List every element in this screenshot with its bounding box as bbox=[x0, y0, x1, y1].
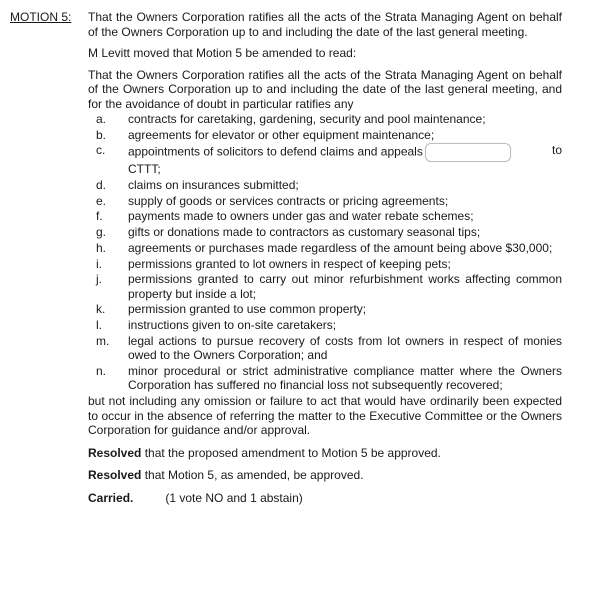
list-item-text: gifts or donations made to contractors as customary seasonal tips; bbox=[128, 225, 481, 240]
list-item-text-wrap: CTTT; bbox=[128, 162, 161, 177]
list-item bbox=[88, 143, 562, 177]
motion-label: MOTION 5: bbox=[10, 10, 72, 24]
list-item-text: supply of goods or services contracts or pricing agreements; bbox=[128, 193, 449, 208]
resolution-bold: Resolved bbox=[88, 445, 142, 460]
resolution-text: that Motion 5, as amended, be approved. bbox=[141, 468, 364, 483]
list-item bbox=[88, 334, 562, 363]
resolution-amendment bbox=[88, 446, 562, 461]
resolution-motion bbox=[88, 468, 562, 483]
list-item bbox=[88, 225, 562, 240]
list-item-label: a. bbox=[96, 112, 107, 126]
list-item-text bbox=[128, 143, 562, 177]
amendment-closing: but not including any omission or failure to act that would have ordinarily been expected to occur in the absence of referring the matter to the Executive Committee or the Owners Corporation for guidance and/or approval. bbox=[88, 394, 562, 438]
list-item bbox=[88, 302, 562, 317]
list-item-label: l. bbox=[96, 318, 102, 333]
list-item bbox=[88, 272, 562, 301]
list-item bbox=[88, 241, 562, 256]
resolution-bold: Resolved bbox=[88, 468, 142, 483]
list-item-text: permissions granted to carry out minor refurbishment works affecting common property but inside a lot; bbox=[128, 272, 562, 301]
list-item-label: i. bbox=[96, 256, 102, 271]
list-item-text: claims on insurances submitted; bbox=[128, 178, 299, 193]
list-item-label: m. bbox=[96, 333, 110, 348]
list-item-text: payments made to owners under gas and water rebate schemes; bbox=[128, 209, 474, 224]
list-item-text: permission granted to use common property; bbox=[128, 302, 367, 317]
list-item-text: minor procedural or strict administrative compliance matter where the Owners Corporation has suffered no financial loss not subsequently recovered; bbox=[128, 363, 562, 393]
amendment-mover: M Levitt moved that Motion 5 be amended to read: bbox=[88, 46, 357, 60]
result-status: Carried. bbox=[88, 490, 134, 505]
list-item-label: c. bbox=[96, 143, 106, 158]
resolution-text: that the proposed amendment to Motion 5 be approved. bbox=[141, 445, 441, 460]
list-item-text: agreements for elevator or other equipment maintenance; bbox=[128, 127, 435, 142]
list-item-label: h. bbox=[96, 240, 107, 255]
list-item-label: f. bbox=[96, 209, 103, 224]
list-item-text-after: to bbox=[551, 143, 562, 158]
result-votes: (1 vote NO and 1 abstain) bbox=[165, 490, 303, 505]
motion-text: That the Owners Corporation ratifies all the acts of the Strata Managing Agent on behalf of the Owners Corporation up to and including the date of the last general meeting. bbox=[88, 10, 562, 39]
list-item-label: g. bbox=[96, 225, 107, 240]
list-item-label: b. bbox=[96, 127, 107, 142]
list-item bbox=[88, 112, 562, 127]
list-item-text: agreements or purchases made regardless of the amount being above $30,000; bbox=[128, 240, 553, 255]
list-item-text: legal actions to pursue recovery of costs from lot owners in respect of monies owed to the Owners Corporation; and bbox=[128, 333, 562, 363]
list-item-label: e. bbox=[96, 193, 107, 208]
list-item bbox=[88, 194, 562, 209]
list-item-text: instructions given to on-site caretakers; bbox=[128, 318, 337, 333]
list-item-label: k. bbox=[96, 302, 106, 317]
list-item-text: permissions granted to lot owners in respect of keeping pets; bbox=[128, 256, 451, 271]
list-item bbox=[88, 209, 562, 224]
amendment-list bbox=[88, 112, 562, 393]
redaction-box bbox=[425, 143, 511, 162]
list-item-text: contracts for caretaking, gardening, security and pool maintenance; bbox=[128, 112, 486, 126]
list-item bbox=[88, 364, 562, 393]
result-line bbox=[88, 491, 562, 506]
list-item-label: j. bbox=[96, 272, 102, 287]
list-item-label: n. bbox=[96, 363, 107, 378]
list-item-label: d. bbox=[96, 178, 107, 193]
amendment-intro: That the Owners Corporation ratifies all the acts of the Strata Managing Agent on behalf of the Owners Corporation up to and including the date of the last general meeting, and for the avoidance of doubt in particular ratifies any bbox=[88, 67, 562, 111]
list-item bbox=[88, 178, 562, 193]
list-item-text-before: appointments of solicitors to defend claims and appeals bbox=[128, 145, 423, 160]
list-item bbox=[88, 128, 562, 143]
motion-body bbox=[88, 10, 562, 505]
list-item bbox=[88, 257, 562, 272]
list-item bbox=[88, 318, 562, 333]
